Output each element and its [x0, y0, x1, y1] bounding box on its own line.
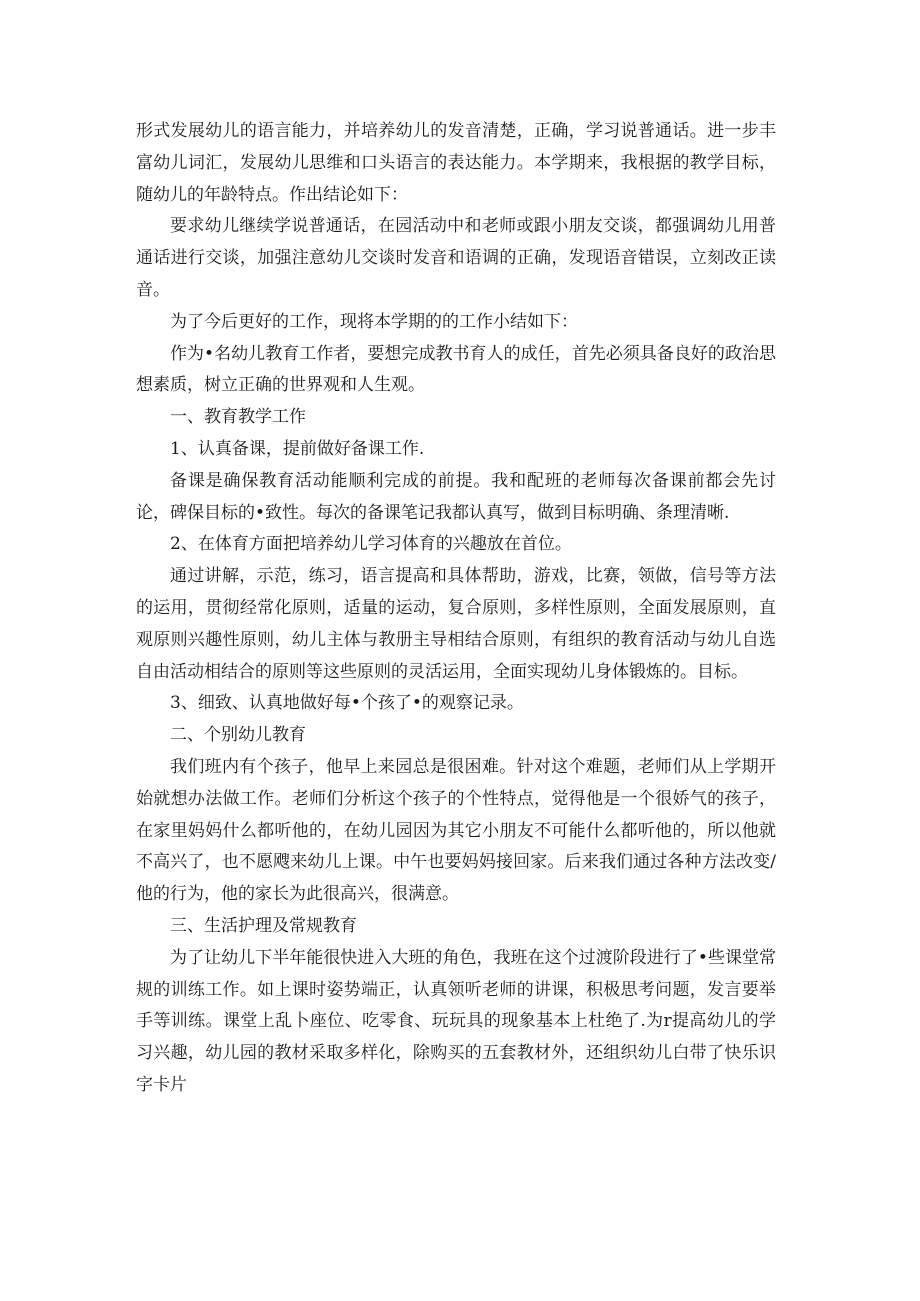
paragraph-individual-child: 我们班内有个孩子，他早上来园总是很困难。针对这个难题，老师们从上学期开始就想办法做工作。老师们分析这个孩子的个性特点，觉得他是一个很娇气的孩子，在家里妈妈什么都听他的，在幼儿园因为其它小朋友不可能什么都听他的，所以他就不高兴了，也不愿飕来幼儿上课。中午也要妈妈接回家。后来我们通过各种方法改变/他的行为，他的家长为此很高兴，很满意。 [136, 756, 776, 905]
subheading-observation: 3、细致、认真地做好每•个孩了•的观察记录。 [170, 693, 524, 714]
subheading-sports-interest: 2、在体育方面把培养幼儿学习体育的兴趣放在首位。 [170, 534, 572, 555]
paragraph-sports-methods: 通过讲解，示范，练习，语言提高和具体帮助，游戏，比赛，领做，信号等方法的运用，贯彻经常化原则，适量的运动，复合原则，多样性原则，全面发展原则，直观原则兴趣性原则，幼儿主体与教册主导相结合原则，有组织的教育活动与幼儿自选自由活动相结合的原则等这些原则的灵活运用，全面实现幼儿身体锻炼的。目标。 [136, 566, 776, 682]
document-body [136, 116, 776, 1102]
paragraph-putonghua: 要求幼儿继续学说普通话，在园活动中和老师或跟小朋友交谈，都强调幼儿用普通话进行交谈，加强注意幼儿交谈时发音和语调的正确，发现语音错误，立刻改正读音。 [136, 216, 776, 300]
section-heading-teaching: 一、教育教学工作 [170, 407, 306, 428]
section-heading-care-routine: 三、生活护理及常规教育 [170, 915, 357, 936]
paragraph-routine-training: 为了让幼儿下半年能很快进入大班的角色，我班在这个过渡阶段进行了•些课堂常规的训练工作。如上课时姿势端正，认真领听老师的讲课，积极思考问题，发言要举手等训练。课堂上乱卜座位、吃零食、玩玩具的现象基本上杜绝了.为r提高幼儿的学习兴趣，幼儿园的教材采取多样化，除购买的五套教材外，还组织幼儿白带了快乐识字卡片 [136, 947, 776, 1095]
paragraph-teacher-quality: 作为•名幼儿教育工作者，要想完成教书育人的成任，首先必须具备良好的政治思想素质，树立正确的世界观和人生观。 [136, 343, 776, 396]
section-heading-individual: 二、个别幼儿教育 [170, 725, 306, 746]
subheading-lesson-prep: 1、认真备课，提前做好备课工作. [170, 438, 425, 459]
paragraph-continued: 形式发展幼儿的语言能力，并培养幼儿的发音清楚，正确，学习说普通话。进一步丰富幼儿词汇，发展幼儿思维和口头语言的表达能力。本学期来，我根据的教学目标，随幼儿的年龄特点。作出结论如下： [136, 121, 776, 205]
paragraph-lesson-prep: 备课是确保教育活动能顺利完成的前提。我和配班的老师每次备课前都会先讨论，碑保目标的•致性。每次的备课笔记我都认真写，做到目标明确、条理清晰. [136, 470, 776, 523]
paragraph-summary-intro: 为了今后更好的工作，现将本学期的的工作小结如下： [170, 311, 578, 332]
